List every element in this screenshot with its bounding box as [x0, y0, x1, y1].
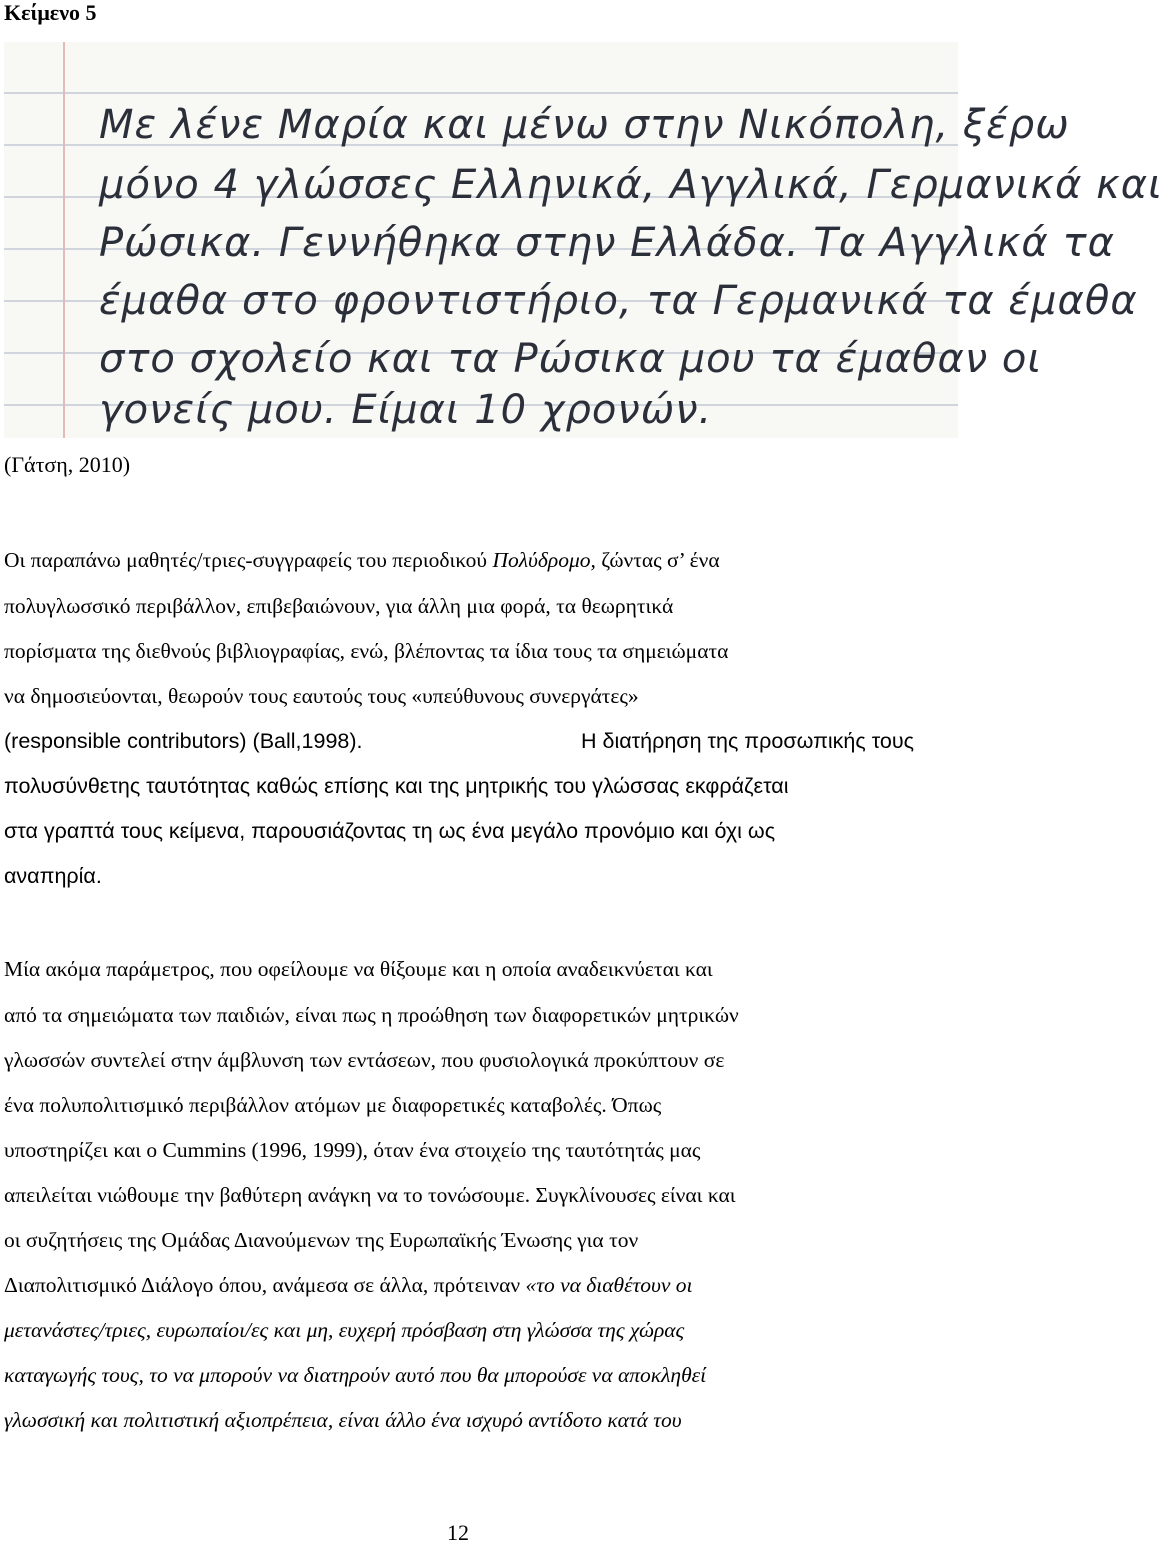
paragraph-line: [4, 729, 914, 754]
paragraph-line: απειλείται νιώθουμε την βαθύτερη ανάγκη να το τονώσουμε. Συγκλίνουσες είναι και: [4, 1183, 736, 1207]
paragraph-line: από τα σημειώματα των παιδιών, είναι πως η προώθηση των διαφορετικών μητρικών: [4, 1003, 739, 1027]
paragraph-line: [4, 684, 914, 709]
paragraph-line: οι συζητήσεις της Ομάδας Διανούμενων της Ευρωπαϊκής Ένωσης για τον: [4, 1228, 639, 1252]
paragraph-line: στα γραπτά τους κείμενα, παρουσιάζοντας τη ως ένα μεγάλο προνόμιο και όχι ως: [4, 819, 776, 843]
quote-run: καταγωγής τους, το να μπορούν να διατηρούν αυτό που θα μπορούσε να αποκληθεί: [4, 1363, 707, 1387]
journal-title: Πολύδρομο,: [492, 548, 596, 572]
handwritten-line: Με λένε Μαρία και μένω στην Νικόπολη, ξέρω: [99, 102, 1070, 148]
text-run: Οι παραπάνω μαθητές/τριες-συγγραφείς του περιοδικού: [4, 548, 493, 572]
handwritten-line: στο σχολείο και τα Ρώσικα μου τα έμαθαν οι: [99, 336, 1042, 382]
quote-run: μετανάστες/τριες, ευρωπαίοι/ες και μη, ευχερή πρόσβαση στη γλώσσα της χώρας: [4, 1318, 685, 1342]
text-run: να δημοσιεύονται, θεωρούν τους εαυτούς τους «υπεύθυνους συνεργάτες»: [4, 684, 639, 708]
paragraph-line: [4, 1318, 684, 1343]
text-run: Διαπολιτισμικό Διάλογο όπου, ανάμεσα σε άλλα, πρότειναν: [4, 1273, 526, 1297]
paragraph-line: υποστηρίζει και ο Cummins (1996, 1999), όταν ένα στοιχείο της ταυτότητάς μας: [4, 1138, 701, 1162]
quote-run: «το να διαθέτουν οι: [525, 1273, 693, 1297]
section-heading: Κείμενο 5: [4, 0, 97, 25]
handwritten-note-image: [4, 42, 1163, 438]
paragraph-line: [4, 1408, 682, 1433]
handwritten-line: Ρώσικα. Γεννήθηκα στην Ελλάδα. Τα Αγγλικά τα: [99, 220, 1115, 266]
text-run: Η διατήρηση της προσωπικής τους: [581, 729, 914, 753]
paragraph-line: αναπηρία.: [4, 864, 102, 888]
handwritten-line: γονείς μου. Είμαι 10 χρονών.: [99, 387, 713, 433]
paragraph-line: πολυσύνθετης ταυτότητας καθώς επίσης και της μητρικής του γλώσσας εκφράζεται: [4, 774, 789, 798]
quote-run: γλωσσική και πολιτιστική αξιοπρέπεια, είναι άλλο ένα ισχυρό αντίδοτο κατά του: [4, 1408, 682, 1432]
citation: (Γάτση, 2010): [4, 452, 131, 477]
text-run: (responsible contributors) (Ball,1998).: [4, 729, 363, 753]
paragraph-line: γλωσσών συντελεί στην άμβλυνση των εντάσεων, που φυσιολογικά προκύπτουν σε: [4, 1048, 725, 1072]
text-run: ζώντας σ’ ένα: [595, 548, 720, 572]
handwritten-line: μόνο 4 γλώσσες Ελληνικά, Αγγλικά, Γερμανικά και: [99, 162, 1163, 208]
handwritten-line: έμαθα στο φροντιστήριο, τα Γερμανικά τα έμαθα: [99, 278, 1138, 324]
paragraph-line: πορίσματα της διεθνούς βιβλιογραφίας, ενώ, βλέποντας τα ίδια τους τα σημειώματα: [4, 639, 729, 663]
paragraph-line: [4, 1363, 706, 1388]
paragraph-line: ένα πολυπολιτισμικό περιβάλλον ατόμων με διαφορετικές καταβολές. Όπως: [4, 1093, 662, 1117]
paragraph-line: Μία ακόμα παράμετρος, που οφείλουμε να θίξουμε και η οποία αναδεικνύεται και: [4, 957, 713, 981]
paragraph-line: [4, 548, 914, 573]
paragraph-line: πολυγλωσσικό περιβάλλον, επιβεβαιώνουν, για άλλη μια φορά, τα θεωρητικά: [4, 594, 674, 618]
page-number: 12: [447, 1520, 469, 1545]
paragraph-line: [4, 1273, 693, 1298]
